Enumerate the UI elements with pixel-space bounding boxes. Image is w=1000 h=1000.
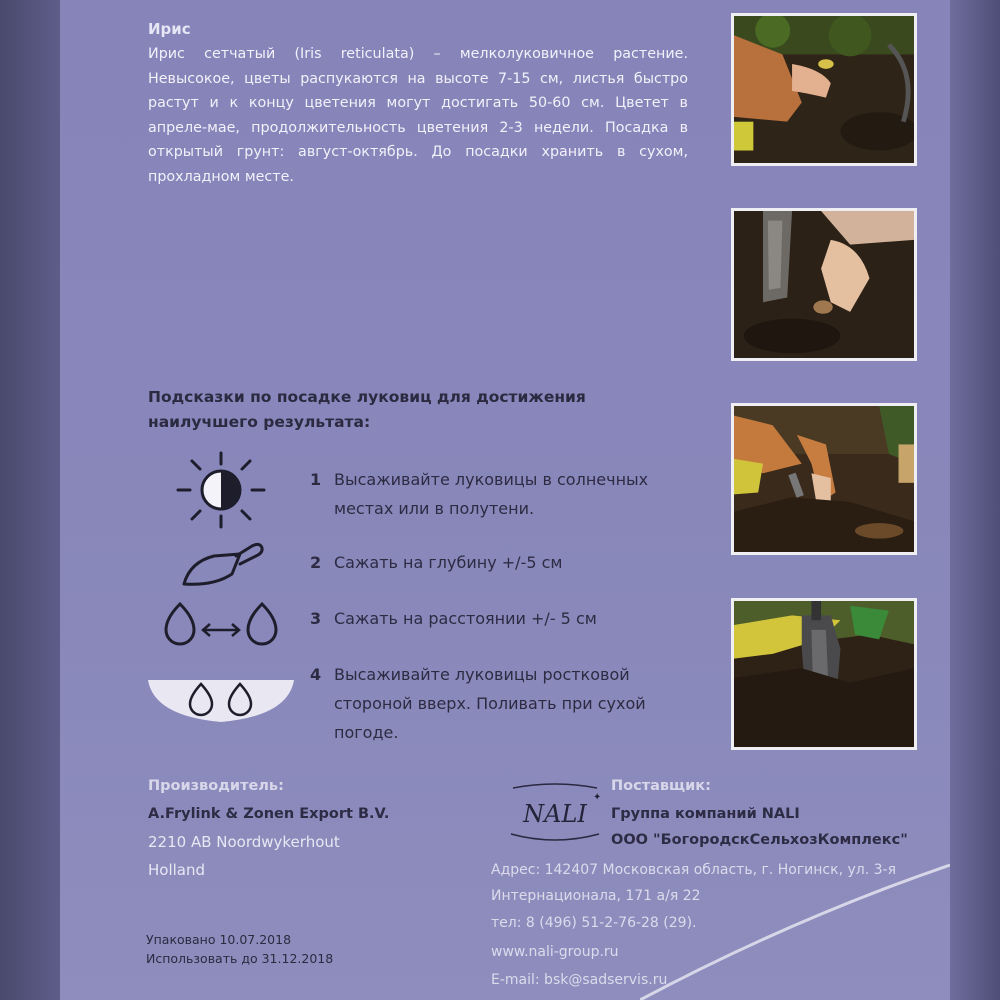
photo-placing-bulb xyxy=(731,208,917,361)
supplier-heading: Поставщик: xyxy=(611,778,711,794)
photo-planting-bulbs xyxy=(731,403,917,555)
description-text: Ирис сетчатый (Iris reticulata) – мелколуковичное растение. Невысокое, цветы распукаются на высоте 7-15 см, листья быстро растут и к концу цветения могут достигать 50-60 см. Цветет в апреле-мае, продолжительность цветения 2-3 недели. Посадка в открытый грунт: август-октябрь. До посадки хранить в сухом, прохладном месте. xyxy=(148,46,688,185)
packed-date: Упаковано 10.07.2018 xyxy=(146,932,292,947)
tip-3 xyxy=(310,604,597,633)
package-edge-right xyxy=(950,0,1000,1000)
supplier-phone: тел: 8 (496) 51-2-76-28 (29). xyxy=(491,915,697,931)
tip-4-number: 4 xyxy=(310,665,322,684)
tip-1-line1: Высаживайте луковицы в солнечных xyxy=(334,470,649,489)
package-edge-left xyxy=(0,0,60,1000)
nali-logo-text: NALI xyxy=(523,800,587,828)
bulb-spacing-icon xyxy=(160,600,282,646)
tip-1 xyxy=(310,465,648,523)
supplier-address-line2: Интернационала, 171 а/я 22 xyxy=(491,888,701,904)
tip-2 xyxy=(310,548,562,577)
manufacturer-country: Holland xyxy=(148,861,206,879)
tip-4-line3: погоде. xyxy=(334,723,399,742)
supplier-email[interactable]: E-mail: bsk@sadservis.ru xyxy=(491,972,668,988)
tip-4-line2: стороной вверх. Поливать при сухой xyxy=(334,694,646,713)
photo-covering-soil xyxy=(731,598,917,750)
manufacturer-name: A.Frylink & Zonen Export B.V. xyxy=(148,806,390,822)
tip-4-line1: Высаживайте луковицы ростковой xyxy=(334,665,630,684)
manufacturer-address: 2210 AB Noordwykerhout xyxy=(148,833,340,851)
tip-3-number: 3 xyxy=(310,609,322,628)
supplier-company: ООО "БогородскСельхозКомплекс" xyxy=(611,832,908,848)
tip-1-number: 1 xyxy=(310,470,322,489)
photo-digging-hole xyxy=(731,13,917,166)
bulbs-in-soil-icon xyxy=(148,672,294,724)
tips-title-line2: наилучшего результата: xyxy=(148,413,371,431)
decorative-swoosh xyxy=(640,860,950,1000)
tip-1-line2: местах или в полутени. xyxy=(334,499,535,518)
tips-title xyxy=(148,385,586,435)
description-title: Ирис xyxy=(148,20,191,38)
trowel-icon xyxy=(180,540,264,590)
svg-text:✦: ✦ xyxy=(593,792,602,803)
supplier-group: Группа компаний NALI xyxy=(611,806,800,822)
nali-logo xyxy=(505,782,605,844)
tip-2-number: 2 xyxy=(310,553,322,572)
tip-2-line1: Сажать на глубину +/-5 см xyxy=(334,553,563,572)
use-by-date: Использовать до 31.12.2018 xyxy=(146,951,334,966)
tips-title-line1: Подсказки по посадке луковиц для достижения xyxy=(148,388,586,406)
tip-3-line1: Сажать на расстоянии +/- 5 см xyxy=(334,609,597,628)
sun-shade-icon xyxy=(175,450,267,530)
supplier-address-line1: Адрес: 142407 Московская область, г. Ногинск, ул. 3-я xyxy=(491,862,896,878)
tip-4 xyxy=(310,660,646,747)
manufacturer-heading: Производитель: xyxy=(148,778,284,794)
supplier-website[interactable]: www.nali-group.ru xyxy=(491,944,619,960)
